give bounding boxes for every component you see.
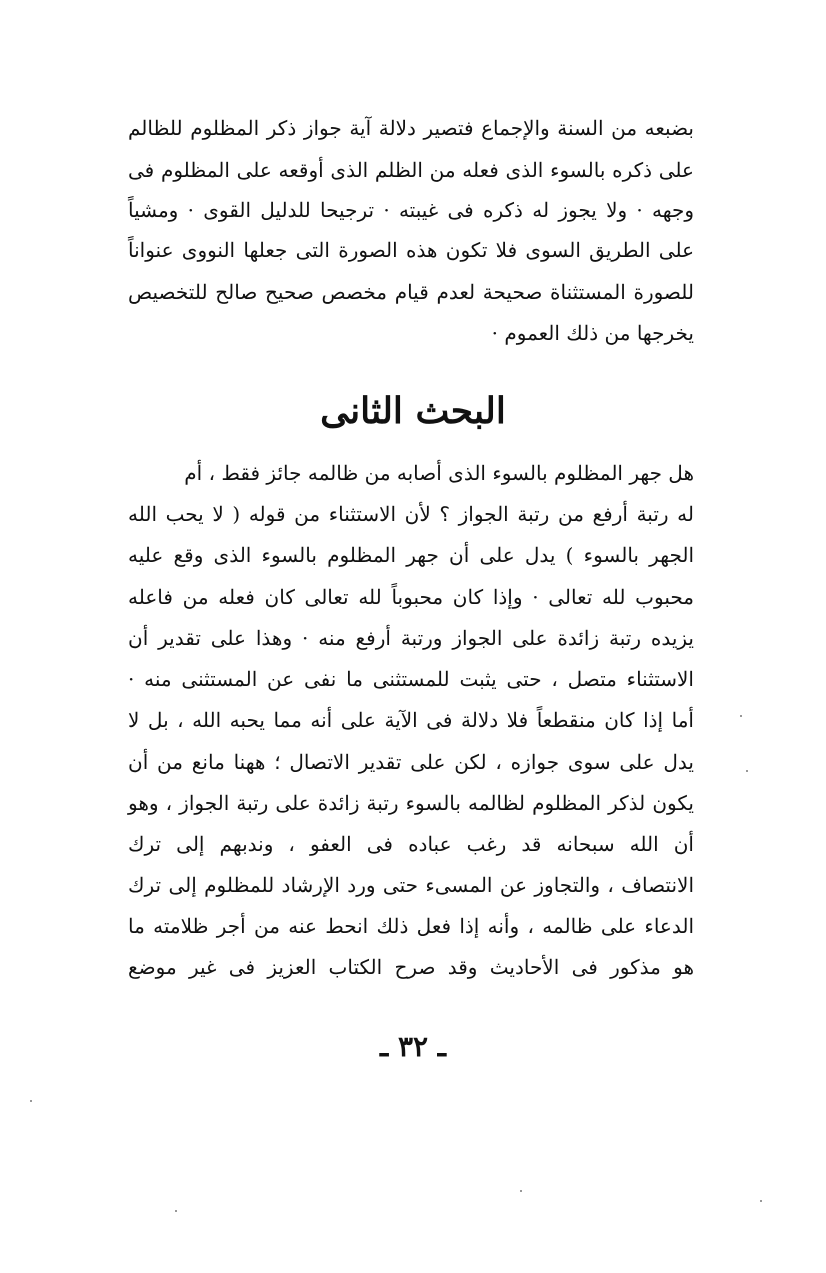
scan-speck xyxy=(760,1200,762,1202)
text-line: الدعاء على ظالمه ، وأنه إذا فعل ذلك انحط عنه من أجر ظلامته ما xyxy=(128,914,694,938)
text-line: الجهر بالسوء ) يدل على أن جهر المظلوم بالسوء الذى وقع عليه xyxy=(128,543,694,567)
text-line: يخرجها من ذلك العموم · xyxy=(491,321,694,345)
text-line: هل جهر المظلوم بالسوء الذى أصابه من ظالمه جائز فقط ، أم xyxy=(184,461,694,485)
text-line: للصورة المستثناة صحيحة لعدم قيام مخصص صحيح صالح للتخصيص xyxy=(128,280,694,304)
text-line: وجهه · ولا يجوز له ذكره فى غيبته · ترجيحا للدليل القوى · ومشياً xyxy=(128,198,694,222)
text-line: هو مذكور فى الأحاديث وقد صرح الكتاب العزيز فى غير موضع xyxy=(128,955,694,979)
text-line: له رتبة أرفع من رتبة الجواز ؟ لأن الاستثناء من قوله ( لا يحب الله xyxy=(128,502,694,526)
text-line: يزيده رتبة زائدة على الجواز ورتبة أرفع منه · وهذا على تقدير أن xyxy=(128,626,694,650)
scan-speck xyxy=(746,770,748,772)
section-heading: البحث الثانى xyxy=(320,390,506,432)
text-line: بضبعه من السنة والإجماع فتصير دلالة آية جواز ذكر المظلوم للظالم xyxy=(128,116,694,140)
text-line: الانتصاف ، والتجاوز عن المسىء حتى ورد الإرشاد للمظلوم إلى ترك xyxy=(128,873,694,897)
text-line: محبوب لله تعالى · وإذا كان محبوباً لله تعالى كان فعله من فاعله xyxy=(128,585,694,609)
text-line: يدل على سوى جوازه ، لكن على تقدير الاتصال ؛ ههنا مانع من أن xyxy=(128,750,694,774)
text-line: يكون لذكر المظلوم لظالمه بالسوء رتبة زائدة على رتبة الجواز ، وهو xyxy=(128,791,694,815)
text-line: على ذكره بالسوء الذى فعله من الظلم الذى أوقعه على المظلوم فى xyxy=(128,158,694,182)
text-line: أما إذا كان منقطعاً فلا دلالة فى الآية على أنه مما يحبه الله ، بل لا xyxy=(128,708,694,732)
text-line: أن الله سبحانه قد رغب عباده فى العفو ، وندبهم إلى ترك xyxy=(128,832,694,856)
text-line: على الطريق السوى فلا تكون هذه الصورة التى جعلها النووى عنواناً xyxy=(128,238,694,262)
scan-speck xyxy=(740,715,742,717)
page-number: ـ ٣٢ ـ xyxy=(380,1030,446,1063)
scan-speck xyxy=(175,1210,177,1212)
text-line: الاستثناء متصل ، حتى يثبت للمستثنى ما نفى عن المستثنى منه · xyxy=(128,667,694,691)
scan-speck xyxy=(520,1190,522,1192)
scan-speck xyxy=(30,1100,32,1102)
